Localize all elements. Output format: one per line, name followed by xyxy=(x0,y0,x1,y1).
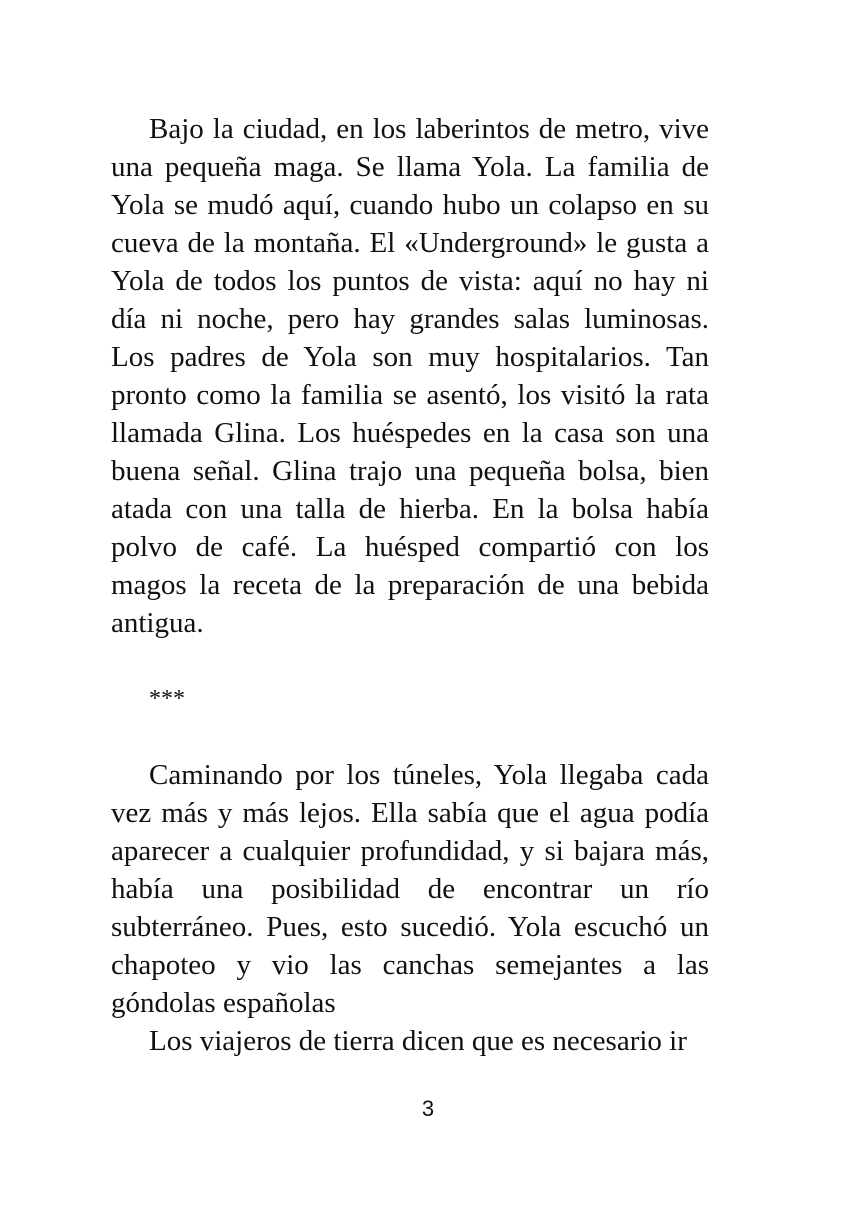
page-number: 3 xyxy=(421,1096,435,1121)
paragraph-2: Caminando por los túneles, Yola llegaba cada vez más y más lejos. Ella sabía que el agua podía aparecer a cualquier profundidad, y si bajara más, había una posibilidad de encontrar un río subterráneo. Pues, esto sucedió. Yola escuchó un chapoteo y vio las canchas semejantes a las góndolas españolas xyxy=(111,759,709,1019)
paragraph-3: Los viajeros de tierra dicen que es necesario ir xyxy=(149,1025,687,1057)
section-gap xyxy=(111,718,709,756)
section-separator: *** xyxy=(149,686,185,712)
page-body xyxy=(111,110,709,1060)
paragraph-1: Bajo la ciudad, en los laberintos de metro, vive una pequeña maga. Se llama Yola. La familia de Yola se mudó aquí, cuando hubo un colapso en su cueva de la montaña. El «Underground» le gusta a Yola de todos los puntos de vista: aquí no hay ni día ni noche, pero hay grandes salas luminosas. Los padres de Yola son muy hospitalarios. Tan pronto como la familia se asentó, los visitó la rata llamada Glina. Los huéspedes en la casa son una buena señal. Glina trajo una pequeña bolsa, bien atada con una talla de hierba. En la bolsa había polvo de café. La huésped compartió con los magos la receta de la preparación de una bebida antigua. xyxy=(111,113,709,639)
section-gap xyxy=(111,642,709,680)
